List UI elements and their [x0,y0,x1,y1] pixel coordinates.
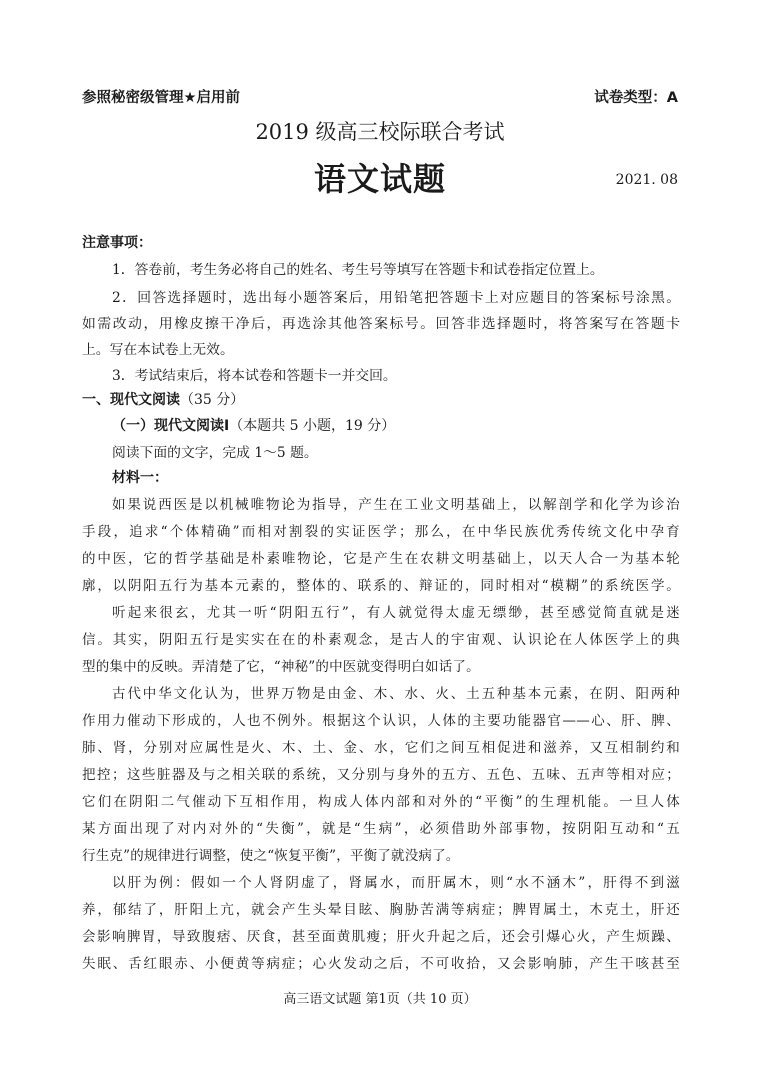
para-4-line-3: 会影响脾胃，导致腹痞、厌食，甚至面黄肌瘦；肝火升起之后，还会引爆心火，产生烦躁、 [82,929,680,945]
para-1-line-2: 手段，追求“个体精确”而相对割裂的实证医学；那么，在中华民族优秀传统文化中孕育 [82,524,680,540]
para-3-line-6: 某方面出现了对内对外的“失衡”，就是“生病”，必须借助外部事物，按阴阳互动和“五 [82,821,680,837]
material-label: 材料一： [112,470,168,486]
exam-title: 2019 级高三校际联合考试 [255,120,505,144]
subject-title: 语文试题 [313,160,446,198]
exam-date: 2021. 08 [615,172,678,188]
para-4-line-2: 养，郁结了，肝阳上亢，就会产生头晕目眩、胸胁苦满等病症；脾胃属土，木克土，肝还 [82,902,680,918]
page-footer: 高三语文试题 第1页（共 10 页） [283,992,477,1007]
para-3-line-1: 古代中华文化认为，世界万物是由金、木、水、火、土五种基本元素，在阴、阳两种 [112,686,680,702]
para-3-line-4: 把控；这些脏器及与之相关联的系统，又分别与身外的五方、五色、五味、五声等相对应； [82,767,680,783]
notice-item-2-end: 上。写在本试卷上无效。 [82,342,234,358]
para-3-line-5: 它们在阴阳二气催动下互相作用，构成人体内部和对外的“平衡”的生理机能。一旦人体 [82,794,680,810]
para-2-line-1: 听起来很玄，尤其一听“阴阳五行”，有人就觉得太虚无缥缈，甚至感觉简直就是迷 [112,605,680,621]
notice-item-2: 2．回答选择题时，选出每小题答案后，用铅笔把答题卡上对应题目的答案标号涂黑。 [112,290,680,306]
para-1-line-1: 如果说西医是以机械唯物论为指导，产生在工业文明基础上，以解剖学和化学为诊治 [112,497,680,513]
section-1-title: 一、现代文阅读 [82,392,180,408]
section-1-score: （35 分） [180,392,245,408]
para-1-line-3: 的中医，它的哲学基础是朴素唯物论，它是产生在农耕文明基础上，以天人合一为基本轮 [82,551,680,567]
secret-label: 参照秘密级管理★启用前 [82,90,240,106]
para-2-line-3: 型的集中的反映。弄清楚了它，“神秘”的中医就变得明白如话了。 [82,659,480,675]
subsection-title: （一）现代文阅读Ⅰ [112,418,230,434]
paper-type: 试卷类型：A [594,90,678,106]
notice-item-1: 1．答卷前，考生务必将自己的姓名、考生号等填写在答题卡和试卷指定位置上。 [112,262,604,278]
para-3-line-3: 肺、肾，分别对应属性是火、木、土、金、水，它们之间互相促进和滋养，又互相制约和 [82,740,680,756]
para-3-line-2: 作用力催动下形成的，人也不例外。根据这个认识，人体的主要功能器官——心、肝、脾、 [82,713,680,729]
notice-item-3: 3．考试结束后，将本试卷和答题卡一并交回。 [112,368,397,384]
para-3-line-7: 行生克”的规律进行调整，使之“恢复平衡”，平衡了就没病了。 [82,848,460,864]
section-1-heading [82,389,244,409]
notice-heading: 注意事项： [82,235,152,251]
reading-instruction: 阅读下面的文字，完成 1～5 题。 [112,445,318,461]
para-4-line-4: 失眠、舌红眼赤、小便黄等病症；心火发动之后，不可收拾，又会影响肺，产生干咳甚至 [82,956,680,972]
para-4-line-1: 以肝为例：假如一个人肾阴虚了，肾属水，而肝属木，则“水不涵木”，肝得不到滋 [112,875,680,891]
para-1-line-4: 廓，以阴阳五行为基本元素的，整体的、联系的、辩证的，同时相对“模糊”的系统医学。 [82,578,680,594]
subsection-note: （本题共 5 小题，19 分） [229,418,396,434]
subsection-heading [112,415,395,435]
notice-item-2-cont: 如需改动，用橡皮擦干净后，再选涂其他答案标号。回答非选择题时，将答案写在答题卡 [82,316,680,332]
para-2-line-2: 信。其实，阴阳五行是实实在在的朴素观念，是古人的宇宙观、认识论在人体医学上的典 [82,632,680,648]
